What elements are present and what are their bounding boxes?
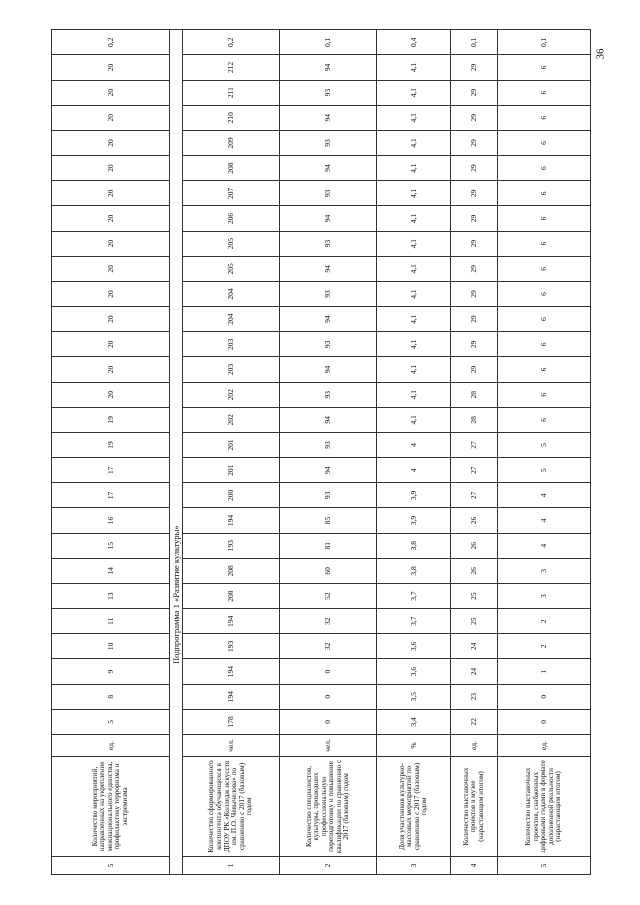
unit-cell: ед. (52, 735, 170, 757)
value-cell: 32 (280, 609, 377, 634)
table-row (451, 30, 498, 875)
value-cell: 20 (52, 281, 170, 306)
value-cell: 6 (497, 256, 590, 281)
value-cell: 93 (280, 80, 377, 105)
value-cell: 6 (497, 130, 590, 155)
value-cell: 6 (497, 357, 590, 382)
row-number: 4 (451, 857, 498, 875)
value-cell: 24 (451, 634, 498, 659)
value-cell: 17 (52, 483, 170, 508)
value-cell: 201 (182, 432, 279, 457)
value-cell: 205 (182, 231, 279, 256)
value-cell: 93 (280, 181, 377, 206)
value-cell: 29 (451, 130, 498, 155)
value-cell: 3,9 (377, 508, 451, 533)
value-cell: 0 (280, 709, 377, 734)
value-cell: 14 (52, 558, 170, 583)
value-cell: 203 (182, 332, 279, 357)
value-cell: 4,1 (377, 55, 451, 80)
value-cell: 6 (497, 206, 590, 231)
value-cell: 3,8 (377, 558, 451, 583)
value-cell: 3,5 (377, 684, 451, 709)
value-cell: 211 (182, 80, 279, 105)
value-cell: 178 (182, 709, 279, 734)
indicators-table (51, 29, 591, 875)
value-cell: 193 (182, 533, 279, 558)
value-cell: 4,1 (377, 357, 451, 382)
value-cell: 93 (280, 483, 377, 508)
value-cell: 6 (497, 80, 590, 105)
row-number: 5 (497, 857, 590, 875)
value-cell: 29 (451, 256, 498, 281)
value-cell: 20 (52, 55, 170, 80)
value-cell: 202 (182, 407, 279, 432)
value-cell: 206 (182, 206, 279, 231)
value-cell: 194 (182, 609, 279, 634)
indicator-name: Количество выставочных проектов в музее (нарастающим итогом) (451, 757, 498, 857)
value-cell: 20 (52, 382, 170, 407)
value-cell: 0,4 (377, 30, 451, 55)
value-cell: 94 (280, 55, 377, 80)
value-cell: 25 (451, 609, 498, 634)
value-cell: 4 (497, 533, 590, 558)
value-cell: 4,1 (377, 156, 451, 181)
value-cell: 93 (280, 382, 377, 407)
value-cell: 26 (451, 558, 498, 583)
value-cell: 93 (280, 130, 377, 155)
value-cell: 3 (497, 583, 590, 608)
value-cell: 194 (182, 684, 279, 709)
value-cell: 6 (497, 307, 590, 332)
value-cell: 4,1 (377, 130, 451, 155)
value-cell: 5 (497, 458, 590, 483)
value-cell: 20 (52, 130, 170, 155)
indicator-name: Количество мероприятий, направленных на укрепление межнационального единства, профилактику терроризма и экстремизма (52, 757, 170, 857)
value-cell: 200 (182, 483, 279, 508)
value-cell: 29 (451, 80, 498, 105)
value-cell: 29 (451, 206, 498, 231)
value-cell: 94 (280, 407, 377, 432)
value-cell: 3 (497, 558, 590, 583)
value-cell: 85 (280, 508, 377, 533)
value-cell: 29 (451, 332, 498, 357)
value-cell: 202 (182, 382, 279, 407)
value-cell: 6 (497, 332, 590, 357)
value-cell: 20 (52, 105, 170, 130)
value-cell: 27 (451, 483, 498, 508)
table-row (280, 30, 377, 875)
value-cell: 5 (497, 432, 590, 457)
value-cell: 94 (280, 105, 377, 130)
value-cell: 0 (280, 684, 377, 709)
value-cell: 4 (377, 432, 451, 457)
value-cell: 6 (497, 181, 590, 206)
value-cell: 193 (182, 634, 279, 659)
value-cell: 15 (52, 533, 170, 558)
value-cell: 20 (52, 357, 170, 382)
value-cell: 3,7 (377, 583, 451, 608)
value-cell: 0 (280, 659, 377, 684)
indicator-name: Количество специалистов, культуры, прошедших профессиональную переподготовку и повышение квалификации по сравнению с 2017 (базовым) годом (280, 757, 377, 857)
value-cell: 16 (52, 508, 170, 533)
value-cell: 52 (280, 583, 377, 608)
value-cell: 208 (182, 583, 279, 608)
value-cell: 207 (182, 181, 279, 206)
value-cell: 9 (52, 659, 170, 684)
subprogram-title: Подпрограмма 1 «Развитие культуры» (170, 30, 183, 875)
value-cell: 3,7 (377, 609, 451, 634)
value-cell: 205 (182, 256, 279, 281)
value-cell: 4 (497, 508, 590, 533)
value-cell: 203 (182, 357, 279, 382)
value-cell: 6 (497, 382, 590, 407)
value-cell: 94 (280, 458, 377, 483)
value-cell: 20 (52, 307, 170, 332)
value-cell: 210 (182, 105, 279, 130)
value-cell: 4,1 (377, 206, 451, 231)
value-cell: 2 (497, 634, 590, 659)
value-cell: 8 (52, 684, 170, 709)
value-cell: 4,1 (377, 105, 451, 130)
value-cell: 29 (451, 231, 498, 256)
value-cell: 4,1 (377, 281, 451, 306)
value-cell: 4 (377, 458, 451, 483)
value-cell: 20 (52, 181, 170, 206)
indicator-name: Доля участников культурно-массовых мероприятий по сравнению с 2017 (базовым) годом (377, 757, 451, 857)
value-cell: 3,4 (377, 709, 451, 734)
value-cell: 93 (280, 332, 377, 357)
value-cell: 24 (451, 659, 498, 684)
value-cell: 208 (182, 156, 279, 181)
value-cell: 25 (451, 583, 498, 608)
value-cell: 204 (182, 307, 279, 332)
subprogram-row (170, 30, 183, 875)
table-row (377, 30, 451, 875)
row-number: 3 (377, 857, 451, 875)
value-cell: 20 (52, 80, 170, 105)
value-cell: 208 (182, 558, 279, 583)
unit-cell: ед. (497, 735, 590, 757)
value-cell: 23 (451, 684, 498, 709)
value-cell: 4,1 (377, 307, 451, 332)
value-cell: 19 (52, 432, 170, 457)
unit-cell: ед. (451, 735, 498, 757)
value-cell: 4,1 (377, 80, 451, 105)
value-cell: 194 (182, 508, 279, 533)
value-cell: 0,2 (52, 30, 170, 55)
value-cell: 94 (280, 256, 377, 281)
indicator-name: Количество сформированного контингента обучающихся в ДПОУ РК «Колледж искусств им. П.О. Чевычелова» по сравнению с 2017 (базовым) годом (182, 757, 279, 857)
row-number: 1 (182, 857, 279, 875)
value-cell: 6 (497, 105, 590, 130)
value-cell: 4,1 (377, 332, 451, 357)
value-cell: 29 (451, 307, 498, 332)
value-cell: 81 (280, 533, 377, 558)
value-cell: 60 (280, 558, 377, 583)
value-cell: 93 (280, 231, 377, 256)
value-cell: 6 (497, 407, 590, 432)
value-cell: 28 (451, 407, 498, 432)
value-cell: 0,1 (451, 30, 498, 55)
value-cell: 2 (497, 609, 590, 634)
value-cell: 17 (52, 458, 170, 483)
unit-cell: % (377, 735, 451, 757)
value-cell: 13 (52, 583, 170, 608)
value-cell: 27 (451, 432, 498, 457)
value-cell: 5 (52, 709, 170, 734)
value-cell: 29 (451, 156, 498, 181)
indicator-name: Количество выставочных проектов, снабженных цифровыми гидами в формате дополненной реальности (нарастающим итогом) (497, 757, 590, 857)
value-cell: 1 (497, 659, 590, 684)
value-cell: 3,8 (377, 533, 451, 558)
value-cell: 6 (497, 55, 590, 80)
value-cell: 93 (280, 432, 377, 457)
value-cell: 94 (280, 357, 377, 382)
value-cell: 0,2 (182, 30, 279, 55)
value-cell: 20 (52, 332, 170, 357)
value-cell: 212 (182, 55, 279, 80)
value-cell: 29 (451, 55, 498, 80)
value-cell: 3,6 (377, 634, 451, 659)
value-cell: 3,9 (377, 483, 451, 508)
value-cell: 94 (280, 156, 377, 181)
value-cell: 0,1 (280, 30, 377, 55)
value-cell: 19 (52, 407, 170, 432)
value-cell: 204 (182, 281, 279, 306)
value-cell: 93 (280, 281, 377, 306)
value-cell: 28 (451, 382, 498, 407)
value-cell: 32 (280, 634, 377, 659)
value-cell: 94 (280, 307, 377, 332)
value-cell: 94 (280, 206, 377, 231)
value-cell: 27 (451, 458, 498, 483)
value-cell: 6 (497, 156, 590, 181)
value-cell: 3,6 (377, 659, 451, 684)
value-cell: 20 (52, 231, 170, 256)
unit-cell: чел. (280, 735, 377, 757)
value-cell: 26 (451, 533, 498, 558)
value-cell: 29 (451, 357, 498, 382)
rotated-table-container (51, 30, 591, 875)
value-cell: 20 (52, 206, 170, 231)
value-cell: 4,1 (377, 407, 451, 432)
value-cell: 0,1 (497, 30, 590, 55)
page-number: 36 (594, 48, 607, 60)
value-cell: 6 (497, 281, 590, 306)
value-cell: 29 (451, 105, 498, 130)
row-number: 2 (280, 857, 377, 875)
value-cell: 11 (52, 609, 170, 634)
value-cell: 6 (497, 231, 590, 256)
value-cell: 10 (52, 634, 170, 659)
value-cell: 201 (182, 458, 279, 483)
value-cell: 20 (52, 156, 170, 181)
unit-cell: чел. (182, 735, 279, 757)
value-cell: 0 (497, 709, 590, 734)
value-cell: 29 (451, 281, 498, 306)
row-number: 5 (52, 857, 170, 875)
value-cell: 4,1 (377, 231, 451, 256)
value-cell: 4,1 (377, 382, 451, 407)
value-cell: 0 (497, 684, 590, 709)
table-row (52, 30, 170, 875)
value-cell: 26 (451, 508, 498, 533)
value-cell: 4 (497, 483, 590, 508)
value-cell: 20 (52, 256, 170, 281)
table-row (182, 30, 279, 875)
value-cell: 4,1 (377, 181, 451, 206)
value-cell: 29 (451, 181, 498, 206)
table-row (497, 30, 590, 875)
value-cell: 194 (182, 659, 279, 684)
value-cell: 22 (451, 709, 498, 734)
value-cell: 4,1 (377, 256, 451, 281)
value-cell: 209 (182, 130, 279, 155)
